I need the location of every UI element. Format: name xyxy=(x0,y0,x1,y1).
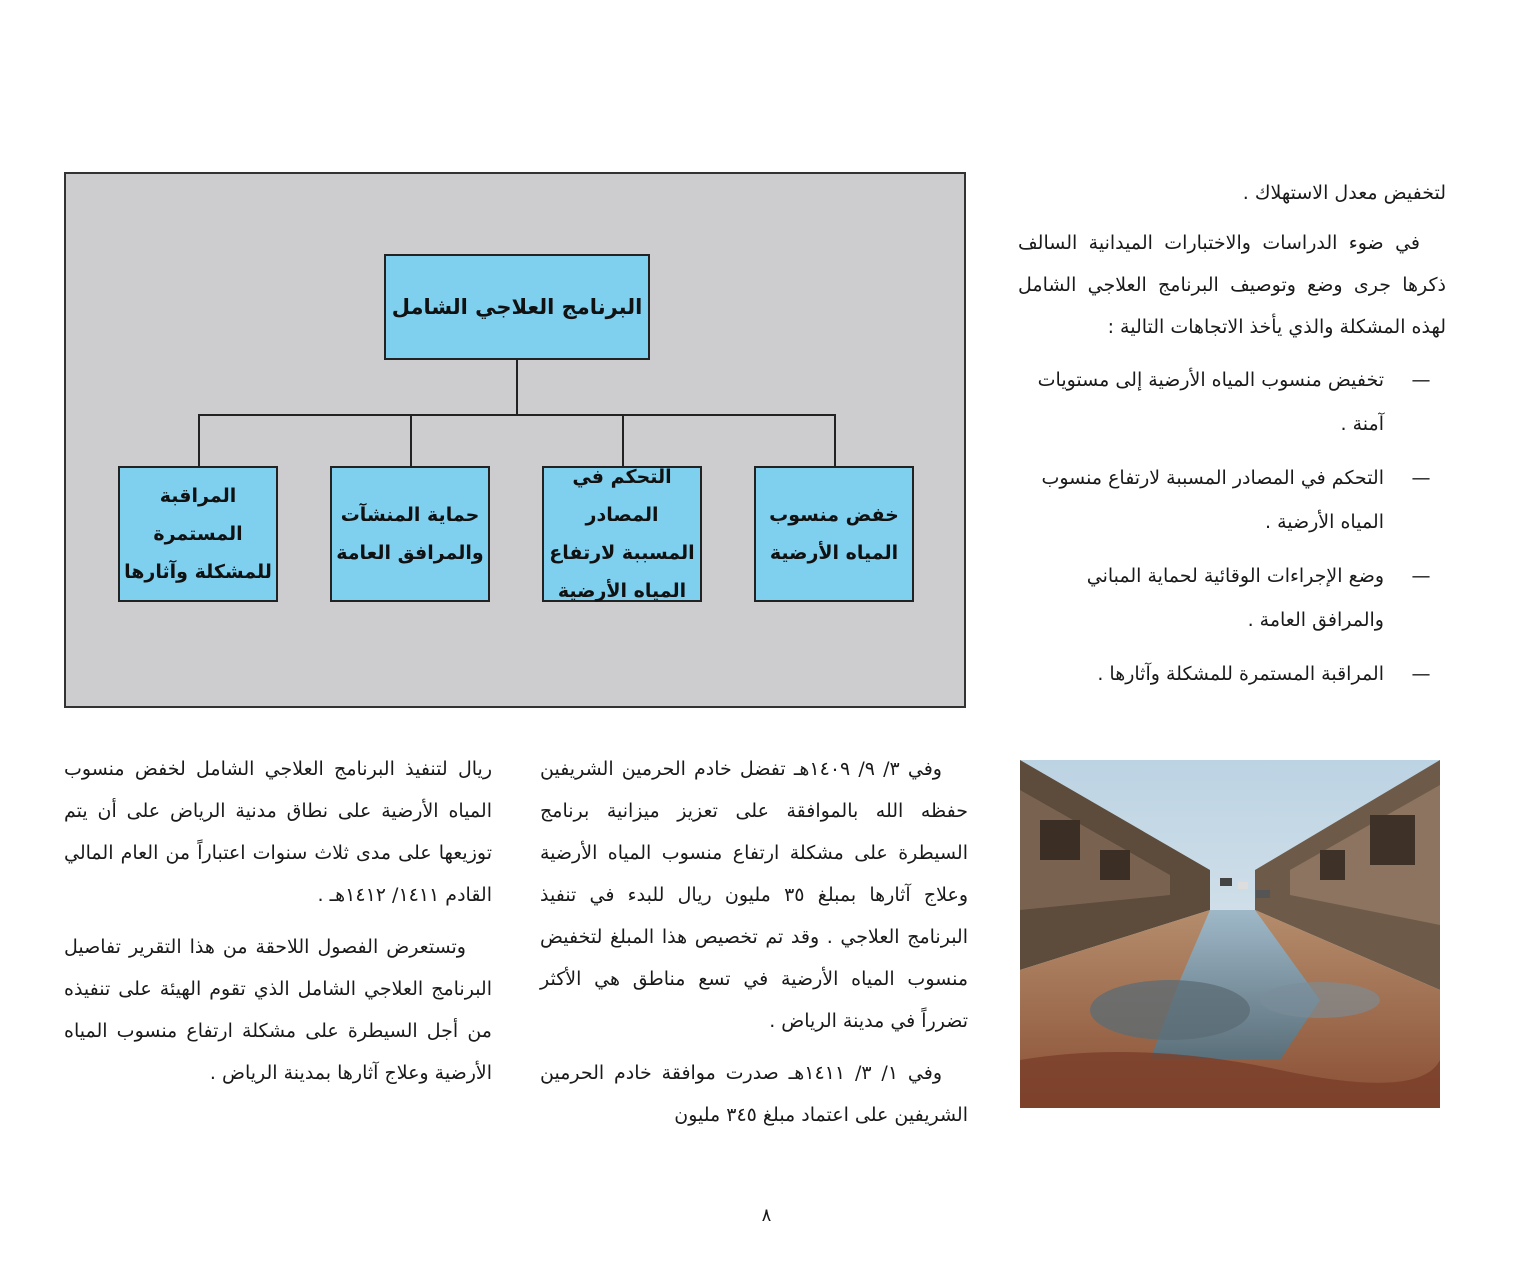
right-column xyxy=(1018,172,1446,706)
directions-list xyxy=(1018,358,1446,696)
child-box-protect-facilities: حماية المنشآت والمرافق العامة xyxy=(330,466,490,602)
flooded-street-photo xyxy=(1020,760,1440,1108)
page-number: ٨ xyxy=(761,1205,772,1226)
child-box-lower-groundwater: خفض منسوب المياه الأرضية xyxy=(754,466,914,602)
intro-paragraph: في ضوء الدراسات والاختبارات الميدانية السالف ذكرها جرى وضع وتوصيف البرنامج العلاجي الشامل لهذه المشكلة والذي يأخذ الاتجاهات التالية : xyxy=(1018,232,1446,338)
list-item: — وضع الإجراءات الوقائية لحماية المباني والمرافق العامة . xyxy=(1018,554,1446,642)
child-box-control-sources: التحكم في المصادر المسببة لارتفاع المياه الأرضية xyxy=(542,466,702,602)
paragraph: وفي ٣/ ٩/ ١٤٠٩هـ تفضل خادم الحرمين الشريفين حفظه الله بالموافقة على تعزيز ميزانية برنامج السيطرة على مشكلة ارتفاع منسوب المياه الأرضية وعلاج آثارها بمبلغ ٣٥ مليون ريال للبدء في تنفيذ البرنامج العلاجي . وقد تم تخصيص هذا المبلغ لتخفيض منسوب المياه الأرضية في تسع مناطق هي الأكثر تضرراً في مدينة الرياض . xyxy=(540,758,969,1032)
connector-line xyxy=(516,360,518,414)
paragraph: وفي ١/ ٣/ ١٤١١هـ صدرت موافقة خادم الحرمين الشريفين على اعتماد مبلغ ٣٤٥ مليون xyxy=(540,1062,968,1126)
street-image xyxy=(1020,760,1440,1108)
dash-marker: — xyxy=(1411,369,1431,391)
connector-line xyxy=(834,414,836,466)
connector-line xyxy=(198,414,200,466)
dash-marker: — xyxy=(1411,663,1431,685)
child-box-monitoring: المراقبة المستمرة للمشكلة وآثارها xyxy=(118,466,278,602)
list-item: — المراقبة المستمرة للمشكلة وآثارها . xyxy=(1018,652,1446,696)
program-hierarchy-diagram xyxy=(64,172,966,708)
root-box: البرنامج العلاجي الشامل xyxy=(384,254,650,360)
middle-column xyxy=(540,748,968,1146)
paragraph: وتستعرض الفصول اللاحقة من هذا التقرير تفاصيل البرنامج العلاجي الشامل الذي تقوم الهيئة على تنفيذه من أجل السيطرة على مشكلة ارتفاع منسوب المياه الأرضية وعلاج آثارها بمدينة الرياض . xyxy=(64,936,492,1084)
paragraph: ريال لتنفيذ البرنامج العلاجي الشامل لخفض منسوب المياه الأرضية على نطاق مدنية الرياض على أن يتم توزيعها على مدى ثلاث سنوات اعتباراً من العام المالي القادم ١٤١١/ ١٤١٢هـ . xyxy=(64,758,492,906)
left-column xyxy=(64,748,492,1104)
connector-line xyxy=(198,414,836,416)
dash-marker: — xyxy=(1411,467,1431,489)
connector-line xyxy=(410,414,412,466)
lead-line: لتخفيض معدل الاستهلاك . xyxy=(1242,182,1446,204)
list-item: — التحكم في المصادر المسببة لارتفاع منسوب المياه الأرضية . xyxy=(1018,456,1446,544)
dash-marker: — xyxy=(1411,565,1431,587)
list-item: — تخفيض منسوب المياه الأرضية إلى مستويات آمنة . xyxy=(1018,358,1446,446)
